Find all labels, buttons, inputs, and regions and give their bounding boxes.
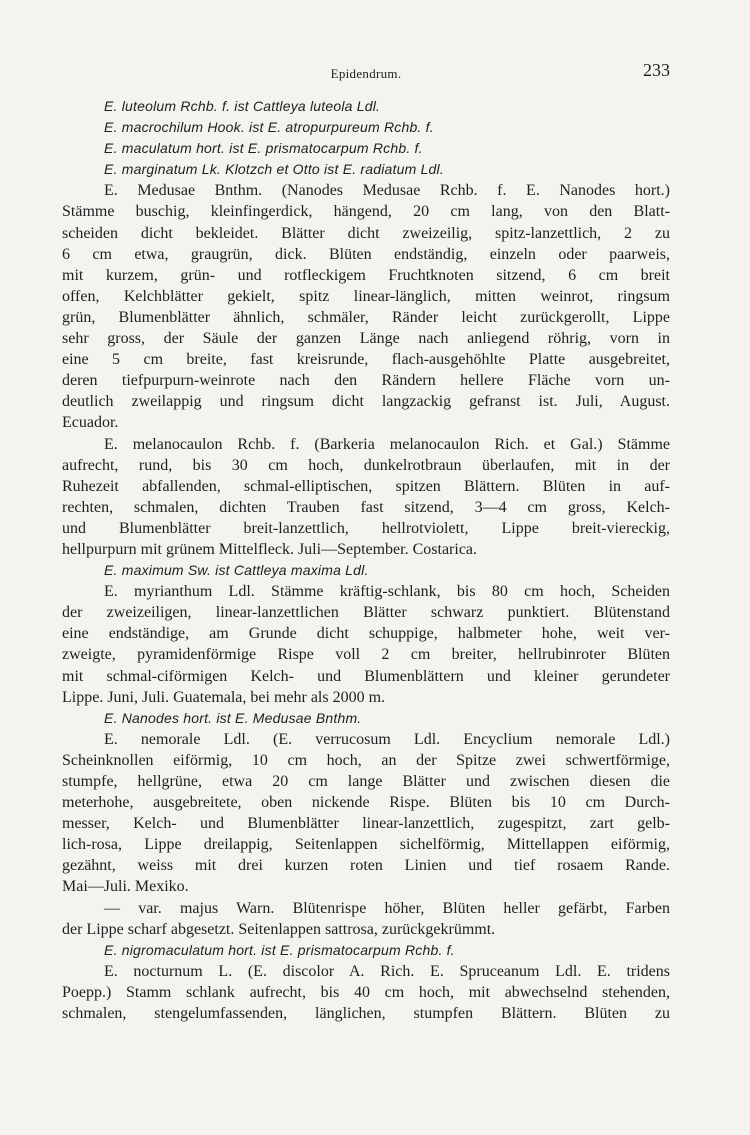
text-line: E. maculatum hort. ist E. prismatocarpum Rchb. f. — [104, 140, 423, 157]
page-body — [62, 96, 670, 1024]
text-line: E. nemorale Ldl. (E. verrucosum Ldl. Encyclium nemorale Ldl.) — [104, 730, 670, 748]
text-line: rechten, schmalen, dichten Trauben fast sitzend, 3—4 cm gross, Kelch- — [62, 498, 670, 516]
text-line: Ruhezeit abfallenden, schmal-elliptischen, spitzen Blättern. Blüten in auf- — [62, 477, 670, 495]
text-line: stumpfe, hellgrüne, etwa 20 cm lange Blätter und zwischen diesen die — [62, 773, 670, 790]
text-line: deutlich zweilappig und ringsum dicht langzackig gefranst ist. Juli, August. — [62, 393, 670, 411]
text-line: E. Nanodes hort. ist E. Medusae Bnthm. — [104, 709, 362, 726]
text-line: der Lippe scharf abgesetzt. Seitenlappen sattrosa, zurückgekrümmt. — [62, 920, 496, 938]
text-line: zweigte, pyramidenförmige Rispe voll 2 cm breiter, hellrubinroter Blüten — [62, 646, 670, 664]
text-line: sehr gross, der Säule der ganzen Länge nach anliegend röhrig, vorn in — [62, 330, 670, 348]
text-line: Ecuador. — [62, 414, 119, 432]
text-line: Poepp.) Stamm schlank aufrecht, bis 40 cm hoch, mit abwechselnd stehenden, — [62, 983, 670, 1001]
text-line: E. marginatum Lk. Klotzch et Otto ist E. radiatum Ldl. — [104, 161, 444, 178]
text-line: mit kurzem, grün- und rotfleckigem Fruchtknoten sitzend, 6 cm breit — [62, 266, 670, 284]
text-line: gezähnt, weiss mit drei kurzen roten Linien und tief rosaem Rande. — [62, 857, 670, 875]
text-line: E. luteolum Rchb. f. ist Cattleya luteola Ldl. — [104, 98, 381, 114]
text-line: grün, Blumenblätter ähnlich, schmäler, Ränder leicht zurückgerollt, Lippe — [62, 308, 670, 326]
text-line: E. melanocaulon Rchb. f. (Barkeria melanocaulon Rich. et Gal.) Stämme — [104, 435, 670, 453]
text-line: Scheinknollen eiförmig, 10 cm hoch, an der Spitze zwei schwertförmige, — [62, 751, 670, 769]
text-line: lich-rosa, Lippe dreilappig, Seitenlappen sichelförmig, Mittellappen eiförmig, — [62, 836, 670, 854]
text-line: Lippe. Juni, Juli. Guatemala, bei mehr als 2000 m. — [62, 688, 386, 706]
text-line: 6 cm etwa, graugrün, dick. Blüten endständig, einzeln oder paarweis, — [62, 245, 670, 263]
text-line: E. nigromaculatum hort. ist E. prismatocarpum Rchb. f. — [104, 941, 455, 958]
text-line: der zweizeiligen, linear-lanzettlichen Blätter schwarz punktiert. Blütenstand — [62, 604, 670, 622]
text-line: Stämme buschig, kleinfingerdick, hängend, 20 cm lang, von den Blatt- — [62, 203, 670, 221]
text-line: deren tiefpurpurn-weinrote nach den Rändern hellere Fläche vorn un- — [62, 372, 670, 390]
text-line: Mai—Juli. Mexiko. — [62, 878, 189, 896]
text-line: meterhohe, ausgebreitete, oben nickende Rispe. Blüten bis 10 cm Durch- — [62, 794, 670, 812]
text-line: eine endständige, am Grunde dicht schuppige, halbmeter hohe, weit ver- — [62, 625, 670, 643]
text-line: E. Medusae Bnthm. (Nanodes Medusae Rchb. f. E. Nanodes hort.) — [104, 182, 670, 200]
text-line: und Blumenblätter breit-lanzettlich, hellrotviolett, Lippe breit-viereckig, — [62, 519, 670, 537]
text-line: E. myrianthum Ldl. Stämme kräftig-schlank, bis 80 cm hoch, Scheiden — [104, 583, 670, 601]
page-number: 233 — [643, 60, 670, 80]
book-page — [62, 60, 670, 1024]
text-line: E. maximum Sw. ist Cattleya maxima Ldl. — [104, 562, 369, 579]
text-line: mit schmal-ciförmigen Kelch- und Blumenblättern und kleiner gerundeter — [62, 667, 670, 685]
text-line: eine 5 cm breite, fast kreisrunde, flach-ausgehöhlte Platte ausgebreitet, — [62, 351, 670, 369]
text-line: E. nocturnum L. (E. discolor A. Rich. E. Spruceanum Ldl. E. tridens — [104, 962, 670, 980]
text-line: schmalen, stengelumfassenden, länglichen, stumpfen Blättern. Blüten zu — [62, 1005, 670, 1023]
text-line: offen, Kelchblätter gekielt, spitz linear-länglich, mitten weinrot, ringsum — [62, 287, 670, 305]
text-line: messer, Kelch- und Blumenblätter linear-lanzettlich, zugespitzt, zart gelb- — [62, 815, 670, 833]
text-line: scheiden dicht bekleidet. Blätter dicht zweizeilig, spitz-lanzettlich, 2 zu — [62, 224, 670, 242]
text-line: hellpurpurn mit grünem Mittelfleck. Juli—September. Costarica. — [62, 540, 478, 558]
page-header — [62, 60, 670, 86]
text-line: — var. majus Warn. Blütenrispe höher, Blüten heller gefärbt, Farben — [104, 899, 670, 917]
text-line: aufrecht, rund, bis 30 cm hoch, dunkelrotbraun überlaufen, mit in der — [62, 456, 670, 474]
running-title: Epidendrum. — [330, 66, 402, 81]
text-line: E. macrochilum Hook. ist E. atropurpureum Rchb. f. — [104, 119, 434, 136]
